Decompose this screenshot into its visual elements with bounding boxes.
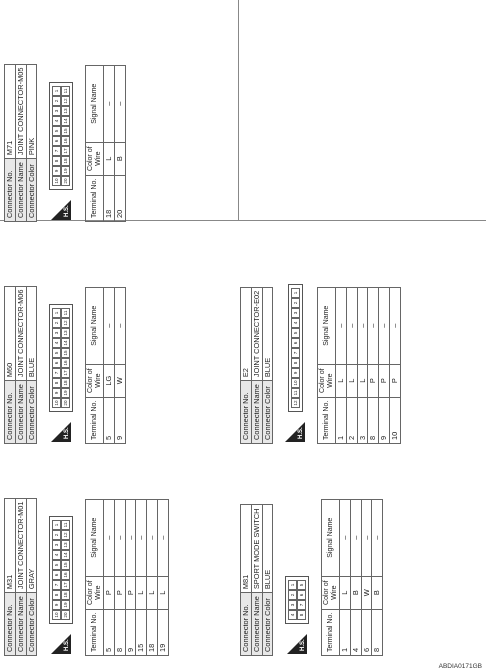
connector-color-value: PINK xyxy=(26,64,37,159)
wire-color: L xyxy=(339,576,350,609)
terminal-no: 9 xyxy=(125,609,136,655)
connector-no-label: Connector No. xyxy=(5,381,16,444)
signal-name: – xyxy=(103,287,114,364)
connector-pin: 3 xyxy=(52,540,61,550)
connector-pin: 7 xyxy=(52,146,61,156)
connector-color-value: GRAY xyxy=(26,498,37,593)
terminal-no: 1 xyxy=(339,609,350,655)
connector-name-value: JOINT CONNECTOR-M05 xyxy=(15,64,26,159)
connector-pin: 6 xyxy=(291,338,300,348)
connector-pin: 10 xyxy=(52,398,61,408)
wire-color: LG xyxy=(103,364,114,397)
connector-pin: 16 xyxy=(61,570,70,580)
signal-name: – xyxy=(114,287,125,364)
signal-name: – xyxy=(147,499,158,576)
connector-no-label: Connector No. xyxy=(241,381,252,444)
terminal-no: 5 xyxy=(103,397,114,443)
connector-pin: 2 xyxy=(288,590,297,600)
signal-name-header: Signal Name xyxy=(322,499,340,576)
terminal-table xyxy=(85,287,125,444)
connector-face-diagram xyxy=(285,576,309,624)
terminal-no-header: Terminal No. xyxy=(322,609,340,655)
connector-pin: 1 xyxy=(52,520,61,530)
connector-pin: 15 xyxy=(61,348,70,358)
connector-pin: 8 xyxy=(52,378,61,388)
connector-pin: 13 xyxy=(61,328,70,338)
connector-color-label: Connector Color xyxy=(262,593,273,656)
connector-pin: 11 xyxy=(61,308,70,318)
connector-name-value: JOINT CONNECTOR-E02 xyxy=(251,287,262,380)
signal-name: – xyxy=(357,287,368,364)
connector-pin: 19 xyxy=(61,388,70,398)
connector-pin: 15 xyxy=(61,560,70,570)
table-row xyxy=(350,499,361,655)
terminal-no: 3 xyxy=(357,397,368,443)
table-row xyxy=(157,499,168,655)
terminal-table xyxy=(85,65,125,222)
connector-pin: 18 xyxy=(61,378,70,388)
signal-name: – xyxy=(136,499,147,576)
connector-pin: 2 xyxy=(291,298,300,308)
harness-side-icon: H.S. xyxy=(285,422,305,442)
connector-pin: 9 xyxy=(52,600,61,610)
connector-block-m71 xyxy=(4,22,126,222)
table-row xyxy=(346,287,357,443)
signal-name: – xyxy=(361,499,372,576)
connector-pin: 3 xyxy=(52,328,61,338)
connector-pin: 8 xyxy=(297,610,306,620)
signal-name: – xyxy=(157,499,168,576)
wire-color-header: Color of Wire xyxy=(86,142,104,175)
wire-color-header: Color of Wire xyxy=(86,576,104,609)
connector-no-label: Connector No. xyxy=(5,159,16,222)
signal-name: – xyxy=(372,499,383,576)
terminal-no: 8 xyxy=(368,397,379,443)
wire-color: P xyxy=(114,576,125,609)
connector-pin: 16 xyxy=(61,358,70,368)
connector-pin: 8 xyxy=(52,156,61,166)
connector-pin: 11 xyxy=(61,86,70,96)
connector-pin: 15 xyxy=(61,126,70,136)
terminal-no-header: Terminal No. xyxy=(86,175,104,221)
signal-name: – xyxy=(103,499,114,576)
wire-color-header: Color of Wire xyxy=(318,364,336,397)
connector-pin: 3 xyxy=(291,308,300,318)
table-row xyxy=(114,499,125,655)
connector-pin: 10 xyxy=(291,378,300,388)
connector-face-diagram xyxy=(49,516,73,624)
connector-header-table xyxy=(240,287,273,444)
connector-pin: 12 xyxy=(61,96,70,106)
connector-pin: 6 xyxy=(52,570,61,580)
wire-color-header: Color of Wire xyxy=(86,364,104,397)
terminal-no: 10 xyxy=(389,397,400,443)
terminal-no: 19 xyxy=(157,609,168,655)
harness-side-icon: H.S. xyxy=(51,634,71,654)
connector-pin: 7 xyxy=(297,600,306,610)
connector-pin: 3 xyxy=(52,106,61,116)
connector-face-diagram xyxy=(49,82,73,190)
terminal-no: 15 xyxy=(136,609,147,655)
connector-name-label: Connector Name xyxy=(251,381,262,444)
table-row xyxy=(357,287,368,443)
wire-color: B xyxy=(372,576,383,609)
wire-color: P xyxy=(103,576,114,609)
connector-name-label: Connector Name xyxy=(15,381,26,444)
terminal-no: 2 xyxy=(346,397,357,443)
signal-name: – xyxy=(103,65,114,142)
wire-color: B xyxy=(350,576,361,609)
connector-face-diagram xyxy=(49,304,73,412)
terminal-no-header: Terminal No. xyxy=(318,397,336,443)
table-row xyxy=(147,499,158,655)
connector-header-table xyxy=(4,498,37,656)
signal-name: – xyxy=(114,65,125,142)
connector-pin: 12 xyxy=(291,398,300,408)
signal-name: – xyxy=(379,287,390,364)
terminal-no-header: Terminal No. xyxy=(86,397,104,443)
signal-name: – xyxy=(339,499,350,576)
wire-color: L xyxy=(346,364,357,397)
connector-pin: 16 xyxy=(61,136,70,146)
table-row xyxy=(339,499,350,655)
harness-side-icon: H.S. xyxy=(51,200,71,220)
table-row xyxy=(103,287,114,443)
table-row xyxy=(379,287,390,443)
terminal-no: 8 xyxy=(114,609,125,655)
connector-pin: 7 xyxy=(52,368,61,378)
signal-name: – xyxy=(346,287,357,364)
connector-pin: 14 xyxy=(61,116,70,126)
connector-color-label: Connector Color xyxy=(26,593,37,656)
connector-pin: 9 xyxy=(52,166,61,176)
connector-color-value: BLUE xyxy=(26,286,37,381)
signal-name: – xyxy=(350,499,361,576)
terminal-no: 4 xyxy=(350,609,361,655)
connector-pin: 2 xyxy=(52,530,61,540)
connector-block-m31 xyxy=(4,456,169,656)
terminal-no: 18 xyxy=(147,609,158,655)
connector-block-m60 xyxy=(4,244,126,444)
connector-pin: 6 xyxy=(52,358,61,368)
wire-color: L xyxy=(136,576,147,609)
connector-pin: 20 xyxy=(61,398,70,408)
connector-pin: 7 xyxy=(52,580,61,590)
connector-no-label: Connector No. xyxy=(5,593,16,656)
connector-pin: 5 xyxy=(297,580,306,590)
harness-side-icon: H.S. xyxy=(287,634,307,654)
terminal-table xyxy=(85,499,168,656)
connector-pin: 11 xyxy=(291,388,300,398)
signal-name: – xyxy=(114,499,125,576)
connector-pin: 5 xyxy=(52,348,61,358)
table-row xyxy=(103,499,114,655)
connector-pin: 17 xyxy=(61,580,70,590)
connector-header-table xyxy=(4,286,37,444)
signal-name: – xyxy=(368,287,379,364)
connector-pin: 3 xyxy=(288,600,297,610)
terminal-no: 9 xyxy=(379,397,390,443)
connector-pin: 20 xyxy=(61,610,70,620)
terminal-no: 6 xyxy=(361,609,372,655)
connector-name-label: Connector Name xyxy=(15,159,26,222)
connector-no-value: E2 xyxy=(241,287,252,380)
signal-name-header: Signal Name xyxy=(86,499,104,576)
connector-color-label: Connector Color xyxy=(26,159,37,222)
connector-header-table xyxy=(4,64,37,222)
connector-no-value: M60 xyxy=(5,286,16,381)
connector-pin: 4 xyxy=(288,610,297,620)
wire-color: P xyxy=(368,364,379,397)
signal-name: – xyxy=(125,499,136,576)
table-row xyxy=(103,65,114,221)
wire-color-header: Color of Wire xyxy=(322,576,340,609)
table-row xyxy=(372,499,383,655)
connector-pin: 10 xyxy=(52,176,61,186)
figure-code: ABDIA0171GB xyxy=(438,663,482,670)
connector-name-value: JOINT CONNECTOR-M06 xyxy=(15,286,26,381)
wire-color: L xyxy=(147,576,158,609)
connector-no-value: M31 xyxy=(5,498,16,593)
wire-color: P xyxy=(125,576,136,609)
wire-color: B xyxy=(114,142,125,175)
connector-pin: 1 xyxy=(291,288,300,298)
connector-name-label: Connector Name xyxy=(15,593,26,656)
connector-pin: 17 xyxy=(61,146,70,156)
connector-block-e2 xyxy=(240,244,401,444)
connector-header-table xyxy=(240,505,273,657)
connector-no-value: M71 xyxy=(5,64,16,159)
signal-name-header: Signal Name xyxy=(86,65,104,142)
table-row xyxy=(389,287,400,443)
connector-pin: 2 xyxy=(52,96,61,106)
table-row xyxy=(136,499,147,655)
connector-pin: 4 xyxy=(291,318,300,328)
connector-no-label: Connector No. xyxy=(241,593,252,656)
terminal-no-header: Terminal No. xyxy=(86,609,104,655)
table-row xyxy=(114,287,125,443)
connector-pin: 6 xyxy=(52,136,61,146)
signal-name: – xyxy=(389,287,400,364)
connector-name-label: Connector Name xyxy=(251,593,262,656)
connector-pin: 1 xyxy=(52,308,61,318)
connector-color-label: Connector Color xyxy=(26,381,37,444)
connector-pin: 12 xyxy=(61,318,70,328)
connector-pin: 4 xyxy=(52,116,61,126)
connector-pin: 14 xyxy=(61,338,70,348)
connector-pin: 13 xyxy=(61,540,70,550)
wire-color: W xyxy=(114,364,125,397)
table-row xyxy=(335,287,346,443)
terminal-no: 5 xyxy=(103,609,114,655)
wire-color: L xyxy=(157,576,168,609)
wire-color: L xyxy=(335,364,346,397)
connector-pin: 18 xyxy=(61,156,70,166)
connector-pin: 14 xyxy=(61,550,70,560)
connector-pin: 9 xyxy=(291,368,300,378)
connector-color-value: BLUE xyxy=(262,287,273,380)
table-row xyxy=(368,287,379,443)
wire-color: P xyxy=(379,364,390,397)
wire-color: P xyxy=(389,364,400,397)
connector-pin: 18 xyxy=(61,590,70,600)
connector-name-value: SPORT MODE SWITCH xyxy=(251,505,262,593)
wire-color: W xyxy=(361,576,372,609)
connector-pin: 8 xyxy=(291,358,300,368)
connector-pin: 1 xyxy=(288,580,297,590)
connector-pin: 17 xyxy=(61,368,70,378)
connector-face-diagram xyxy=(288,284,303,412)
signal-name: – xyxy=(335,287,346,364)
connector-pin: 5 xyxy=(52,126,61,136)
connector-pin: 19 xyxy=(61,166,70,176)
connector-pin: 5 xyxy=(52,560,61,570)
divider-vertical xyxy=(238,0,239,220)
wire-color: L xyxy=(103,142,114,175)
connector-pin: 20 xyxy=(61,176,70,186)
table-row xyxy=(361,499,372,655)
connector-no-value: M81 xyxy=(241,505,252,593)
connector-pin: 4 xyxy=(52,550,61,560)
connector-pin: 4 xyxy=(52,338,61,348)
connector-pin: 11 xyxy=(61,520,70,530)
terminal-no: 8 xyxy=(372,609,383,655)
connector-block-m81 xyxy=(240,456,383,656)
connector-pin: 10 xyxy=(52,610,61,620)
connector-pin: 7 xyxy=(291,348,300,358)
connector-pin: 1 xyxy=(52,86,61,96)
terminal-table xyxy=(317,287,400,444)
connector-pin: 5 xyxy=(291,328,300,338)
connector-pin: 2 xyxy=(52,318,61,328)
terminal-table xyxy=(321,499,383,656)
table-row xyxy=(114,65,125,221)
connector-pin: 9 xyxy=(52,388,61,398)
terminal-no: 20 xyxy=(114,175,125,221)
connector-color-value: BLUE xyxy=(262,505,273,593)
connector-pin: 12 xyxy=(61,530,70,540)
table-row xyxy=(125,499,136,655)
terminal-no: 1 xyxy=(335,397,346,443)
harness-side-icon: H.S. xyxy=(51,422,71,442)
terminal-no: 9 xyxy=(114,397,125,443)
wire-color: L xyxy=(357,364,368,397)
connector-color-label: Connector Color xyxy=(262,381,273,444)
signal-name-header: Signal Name xyxy=(318,287,336,364)
connector-pin: 6 xyxy=(297,590,306,600)
connector-name-value: JOINT CONNECTOR-M01 xyxy=(15,498,26,593)
connector-pin: 19 xyxy=(61,600,70,610)
connector-pin: 8 xyxy=(52,590,61,600)
signal-name-header: Signal Name xyxy=(86,287,104,364)
connector-pin: 13 xyxy=(61,106,70,116)
terminal-no: 18 xyxy=(103,175,114,221)
